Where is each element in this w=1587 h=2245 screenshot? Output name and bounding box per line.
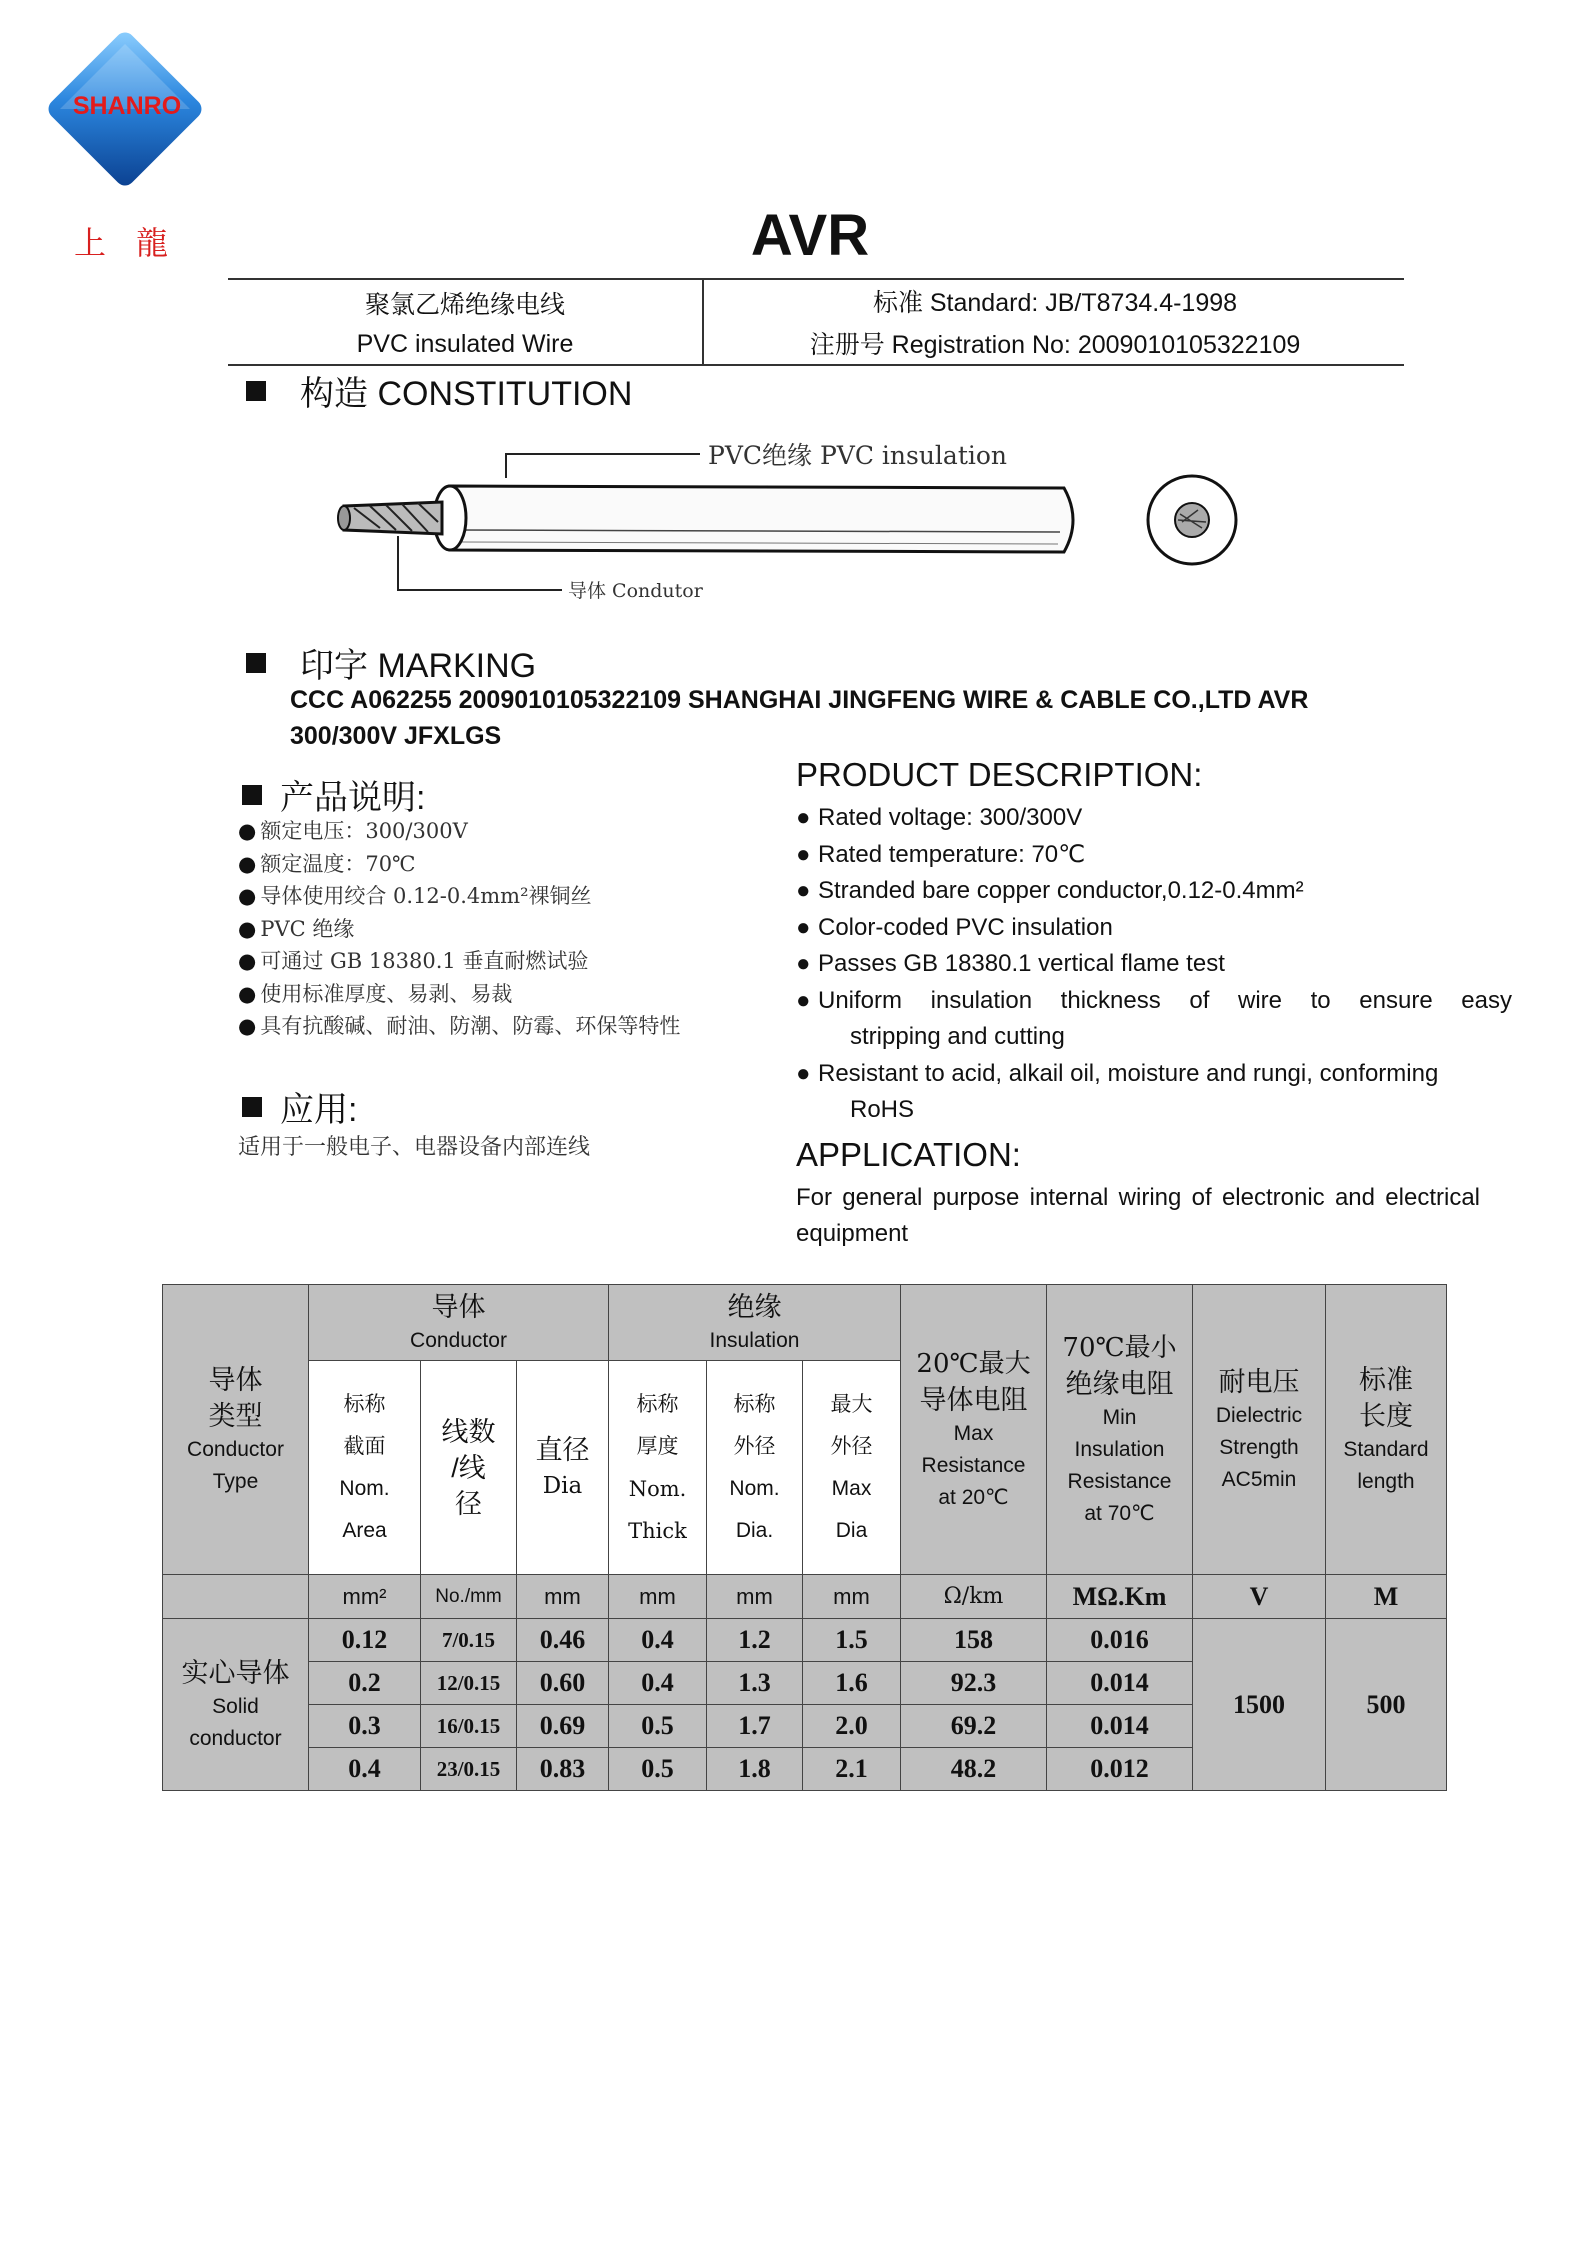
list-item: ● Resistant to acid, alkail oil, moisture and rungi, conforming bbox=[796, 1056, 1512, 1093]
table-cell: 158 bbox=[901, 1619, 1047, 1662]
unit-cell: Ω/km bbox=[901, 1575, 1047, 1619]
table-cell: 0.3 bbox=[309, 1705, 421, 1748]
insulation-label: PVC绝缘 PVC insulation bbox=[708, 441, 1008, 470]
table-cell: 0.4 bbox=[609, 1662, 707, 1705]
list-item: ● Color-coded PVC insulation bbox=[796, 910, 1512, 947]
table-cell: 0.5 bbox=[609, 1705, 707, 1748]
product-name-cn: 聚氯乙烯绝缘电线 bbox=[364, 290, 565, 319]
desc-cn-heading: 产品说明: bbox=[242, 770, 425, 819]
list-item: ● Uniform insulation thickness of wire to ensure easy bbox=[796, 983, 1512, 1020]
table-cell: 1.5 bbox=[803, 1619, 901, 1662]
insulation-resistance-header: 70℃最小 绝缘电阻 Min Insulation Resistance at 70℃ bbox=[1047, 1285, 1193, 1575]
unit-cell: V bbox=[1193, 1575, 1326, 1619]
table-cell: 23/0.15 bbox=[421, 1748, 517, 1791]
insulation-group-header: 绝缘 Insulation bbox=[609, 1285, 901, 1361]
table-cell: 0.69 bbox=[517, 1705, 609, 1748]
unit-cell: mm bbox=[517, 1575, 609, 1619]
desc-cn-list bbox=[238, 815, 680, 1043]
length-header: 标准 长度 Standard length bbox=[1326, 1285, 1447, 1575]
table-cell: 0.2 bbox=[309, 1662, 421, 1705]
table-cell: 0.83 bbox=[517, 1748, 609, 1791]
product-name-en: PVC insulated Wire bbox=[356, 330, 574, 359]
units-row bbox=[163, 1575, 1447, 1619]
list-item: ● 额定电压：300/300V bbox=[238, 815, 680, 848]
list-item: ● Stranded bare copper conductor,0.12-0.4mm² bbox=[796, 873, 1512, 910]
standard-text: 标准 Standard: JB/T8734.4-1998 bbox=[872, 289, 1238, 317]
table-cell: 2.1 bbox=[803, 1748, 901, 1791]
table-cell: 16/0.15 bbox=[421, 1705, 517, 1748]
desc-en-heading: PRODUCT DESCRIPTION: bbox=[796, 756, 1203, 793]
logo-name: SHANRO bbox=[72, 92, 182, 120]
table-cell: 0.46 bbox=[517, 1619, 609, 1662]
list-item: ● Passes GB 18380.1 vertical flame test bbox=[796, 946, 1512, 983]
conductor-group-header: 导体 Conductor bbox=[309, 1285, 609, 1361]
app-en-text: For general purpose internal wiring of electronic and electrical equipment bbox=[796, 1184, 1480, 1247]
area-header: 标称 截面 Nom. Area bbox=[309, 1361, 421, 1575]
unit-cell: mm² bbox=[309, 1575, 421, 1619]
solid-conductor-label: 实心导体 Solid conductor bbox=[163, 1619, 309, 1791]
marking-text: CCC A062255 2009010105322109 SHANGHAI JINGFENG WIRE & CABLE CO.,LTD AVR 300/300V JFXLGS bbox=[290, 686, 1309, 750]
table-cell: 1.2 bbox=[707, 1619, 803, 1662]
table-cell: 92.3 bbox=[901, 1662, 1047, 1705]
conductor-label: 导体 Condutor bbox=[568, 580, 703, 602]
table-cell: 2.0 bbox=[803, 1705, 901, 1748]
table-cell: 0.016 bbox=[1047, 1619, 1193, 1662]
list-item: ● 可通过 GB 18380.1 垂直耐燃试验 bbox=[238, 945, 680, 978]
unit-cell: mm bbox=[609, 1575, 707, 1619]
unit-cell: M bbox=[1326, 1575, 1447, 1619]
list-item: ● PVC 绝缘 bbox=[238, 913, 680, 946]
table-cell: 0.012 bbox=[1047, 1748, 1193, 1791]
table-cell: 69.2 bbox=[901, 1705, 1047, 1748]
constitution-heading: 构造 CONSTITUTION bbox=[246, 366, 632, 415]
spec-table bbox=[162, 1284, 1447, 1791]
list-item: ● 使用标准厚度、易剥、易裁 bbox=[238, 978, 680, 1011]
list-item: ● Rated temperature: 70℃ bbox=[796, 837, 1512, 874]
table-cell: 0.60 bbox=[517, 1662, 609, 1705]
table-cell: 12/0.15 bbox=[421, 1662, 517, 1705]
table-cell: 7/0.15 bbox=[421, 1619, 517, 1662]
nom-od-header: 标称 外径 Nom. Dia. bbox=[707, 1361, 803, 1575]
table-cell: 1.8 bbox=[707, 1748, 803, 1791]
conductor-type-header: 导体 类型 Conductor Type bbox=[163, 1285, 309, 1575]
marking-heading: 印字 MARKING bbox=[246, 638, 536, 687]
desc-en-list bbox=[796, 800, 1512, 1129]
length-cell: 500 bbox=[1326, 1619, 1447, 1791]
square-bullet-icon bbox=[242, 785, 262, 805]
dielectric-header: 耐电压 Dielectric Strength AC5min bbox=[1193, 1285, 1326, 1575]
strand-header: 线数 /线 径 bbox=[421, 1361, 517, 1575]
app-cn-text: 适用于一般电子、电器设备内部连线 bbox=[238, 1135, 591, 1160]
app-cn-heading: 应用: bbox=[242, 1082, 357, 1131]
list-item: ● Rated voltage: 300/300V bbox=[796, 800, 1512, 837]
unit-cell: No./mm bbox=[421, 1575, 517, 1619]
spec-header bbox=[228, 278, 1404, 366]
list-item: ● 导体使用绞合 0.12-0.4mm²裸铜丝 bbox=[238, 880, 680, 913]
square-bullet-icon bbox=[246, 381, 266, 401]
unit-cell: mm bbox=[803, 1575, 901, 1619]
list-item-cont: RoHS bbox=[850, 1096, 915, 1123]
table-cell: 0.5 bbox=[609, 1748, 707, 1791]
app-en-heading: APPLICATION: bbox=[796, 1136, 1021, 1173]
thickness-header: 标称 厚度 Nom. Thick bbox=[609, 1361, 707, 1575]
unit-cell: mm bbox=[707, 1575, 803, 1619]
table-cell: 0.4 bbox=[309, 1748, 421, 1791]
list-item: ● 具有抗酸碱、耐油、防潮、防霉、环保等特性 bbox=[238, 1010, 680, 1043]
table-cell: 1.3 bbox=[707, 1662, 803, 1705]
table-cell: 0.12 bbox=[309, 1619, 421, 1662]
voltage-cell: 1500 bbox=[1193, 1619, 1326, 1791]
table-cell: 48.2 bbox=[901, 1748, 1047, 1791]
square-bullet-icon bbox=[246, 653, 266, 673]
square-bullet-icon bbox=[242, 1097, 262, 1117]
table-cell: 0.4 bbox=[609, 1619, 707, 1662]
diameter-header: 直径 Dia bbox=[517, 1361, 609, 1575]
unit-cell: MΩ.Km bbox=[1047, 1575, 1193, 1619]
table-cell: 0.014 bbox=[1047, 1662, 1193, 1705]
max-od-header: 最大 外径 Max Dia bbox=[803, 1361, 901, 1575]
table-row bbox=[163, 1619, 1447, 1662]
resistance-header: 20℃最大 导体电阻 Max Resistance at 20℃ bbox=[901, 1285, 1047, 1575]
page-title: AVR bbox=[750, 203, 870, 268]
table-cell: 1.6 bbox=[803, 1662, 901, 1705]
list-item-cont: stripping and cutting bbox=[850, 1023, 1065, 1050]
logo-cn: 上龍 bbox=[74, 224, 199, 262]
registration-text: 注册号 Registration No: 2009010105322109 bbox=[809, 331, 1301, 359]
table-cell: 1.7 bbox=[707, 1705, 803, 1748]
list-item: ● 额定温度：70℃ bbox=[238, 848, 680, 881]
table-cell: 0.014 bbox=[1047, 1705, 1193, 1748]
